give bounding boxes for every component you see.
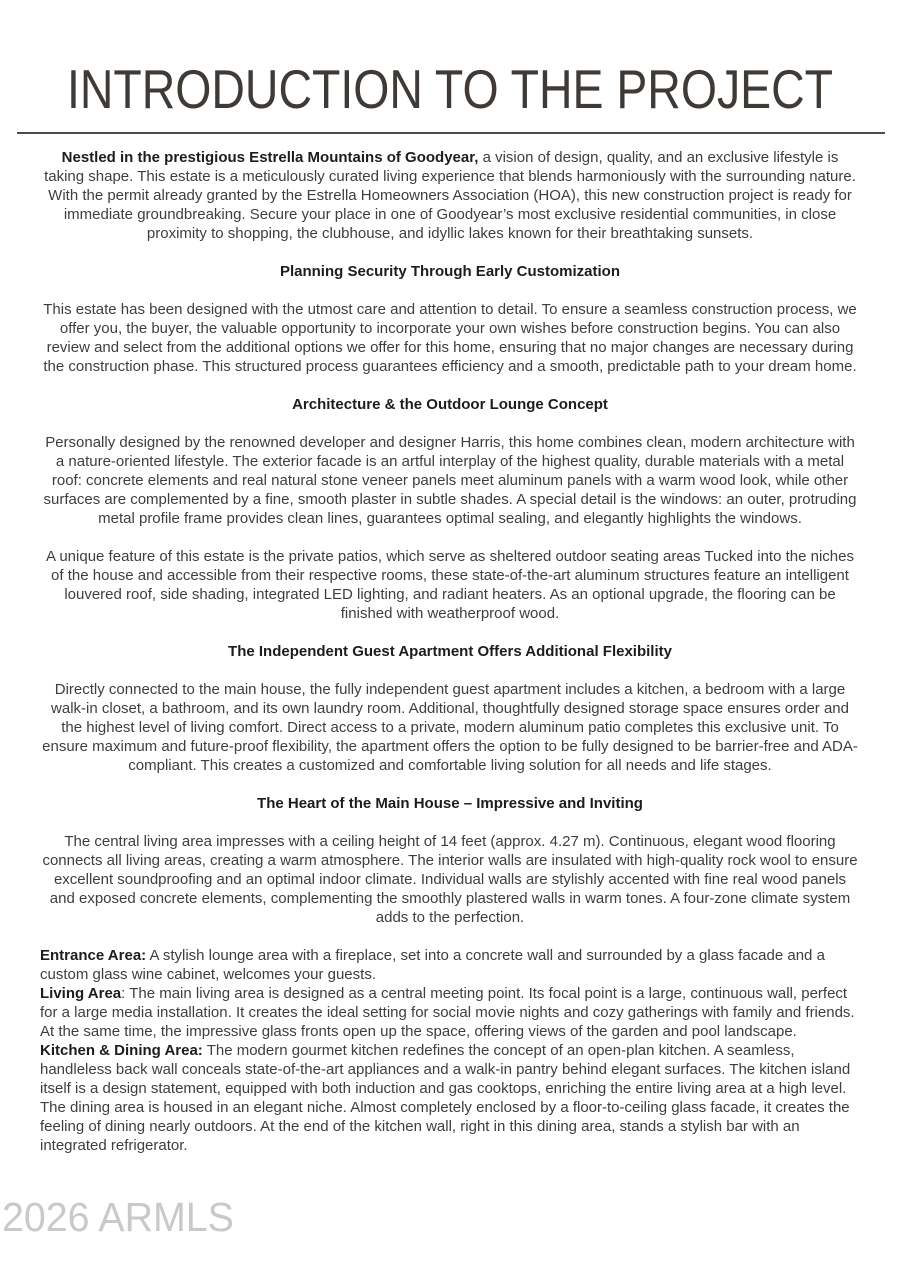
page-title: INTRODUCTION TO THE PROJECT (67, 58, 833, 120)
page-title-svg (0, 0, 900, 120)
document-body (0, 148, 900, 1155)
section-heading-planning-security: Planning Security Through Early Customization (279, 263, 621, 280)
section-heading-main-house: The Heart of the Main House – Impressive and Inviting (257, 795, 643, 812)
area-entrance (40, 946, 860, 984)
intro-bold-lead: Nestled in the prestigious Estrella Mountains of Goodyear, (61, 149, 479, 166)
intro-text: a vision of design, quality, and an exclusive lifestyle is taking shape. This estate is a meticulously curated living experience that blends harmoniously with the surrounding nature. With the permit already granted by the Estrella Homeowners Association (HOA), this new construction project is ready for immediate groundbreaking. Secure your place in one of Goodyear’s most exclusive residential communities, in close proximity to shopping, the clubhouse, and idyllic lakes known for their breathtaking sunsets. (44, 149, 856, 242)
area-kitchen-dining-text: The modern gourmet kitchen redefines the concept of an open-plan kitchen. A seamless, handleless back wall conceals state-of-the-art appliances and a walk-in pantry behind elegant surfaces. The kitchen island itself is a design statement, equipped with both induction and gas cooktops, enriching the entire living area at a high level. The dining area is housed in an elegant niche. Almost completely enclosed by a floor-to-ceiling glass facade, it creates the feeling of dining nearly outdoors. At the end of the kitchen wall, right in this dining area, stands a stylish bar with an integrated refrigerator. (40, 1042, 851, 1154)
area-kitchen-dining (40, 1041, 860, 1155)
armls-watermark: 2026 ARMLS (2, 1194, 234, 1240)
paragraph-guest-apartment: Directly connected to the main house, the fully independent guest apartment includes a kitchen, a bedroom with a large walk-in closet, a bathroom, and its own laundry room. Additional, thoughtfully designed storage space ensures order and the highest level of living comfort. Direct access to a private, modern aluminum patio completes this exclusive unit. To ensure maximum and future-proof flexibility, the apartment offers the option to be fully designed to be barrier-free and ADA-compliant. This creates a customized and comfortable living solution for all needs and life stages. (42, 681, 858, 774)
title-divider (17, 132, 885, 134)
paragraph-architecture: Personally designed by the renowned developer and designer Harris, this home combines clean, modern architecture with a nature-oriented lifestyle. The exterior facade is an artful interplay of the highest quality, durable materials with a metal roof: concrete elements and real natural stone veneer panels meet aluminum panels with a warm wood look, while other surfaces are complemented by a fine, smooth plaster in subtle shades. A special detail is the windows: an outer, protruding metal profile frame provides clean lines, guarantees optimal sealing, and elegantly highlights the windows. (43, 434, 857, 527)
paragraph-main-house: The central living area impresses with a ceiling height of 14 feet (approx. 4.27 m). Continuous, elegant wood flooring connects all living areas, creating a warm atmosphere. The interior walls are insulated with high-quality rock wool to ensure excellent soundproofing and an optimal indoor climate. Individual walls are stylishly accented with fine real wood panels and exposed concrete elements, complementing the smoothly plastered walls in warm tones. A four-zone climate system adds to the perfection. (42, 833, 858, 926)
intro-paragraph (40, 148, 860, 243)
area-entrance-text: A stylish lounge area with a fireplace, set into a concrete wall and surrounded by a glass facade and a custom glass wine cabinet, welcomes your guests. (40, 947, 825, 983)
paragraph-private-patios: A unique feature of this estate is the private patios, which serve as sheltered outdoor seating areas Tucked into the niches of the house and accessible from their respective rooms, these state-of-the-art aluminum structures feature an intelligent louvered roof, side shading, integrated LED lighting, and radiant heaters. As an optional upgrade, the flooring can be finished with weatherproof wood. (46, 548, 854, 622)
areas-block (40, 946, 860, 1155)
area-entrance-label: Entrance Area: (40, 947, 147, 964)
area-living-text: : The main living area is designed as a central meeting point. Its focal point is a large, continuous wall, perfect for a large media installation. It creates the ideal setting for social movie nights and cozy gatherings with family and friends. At the same time, the impressive glass fronts open up the space, offering views of the garden and pool landscape. (40, 985, 855, 1040)
area-kitchen-dining-label: Kitchen & Dining Area: (40, 1042, 203, 1059)
title-block (0, 0, 900, 132)
section-heading-architecture: Architecture & the Outdoor Lounge Concept (292, 396, 608, 413)
area-living-label: Living Area (40, 985, 122, 1002)
area-living (40, 984, 860, 1041)
paragraph-planning-security: This estate has been designed with the utmost care and attention to detail. To ensure a seamless construction process, we offer you, the buyer, the valuable opportunity to incorporate your own wishes before construction begins. You can also review and select from the additional options we offer for this home, ensuring that no major changes are necessary during the construction phase. This structured process guarantees efficiency and a smooth, predictable path to your dream home. (43, 301, 857, 375)
section-heading-guest-apartment: The Independent Guest Apartment Offers Additional Flexibility (228, 643, 672, 660)
